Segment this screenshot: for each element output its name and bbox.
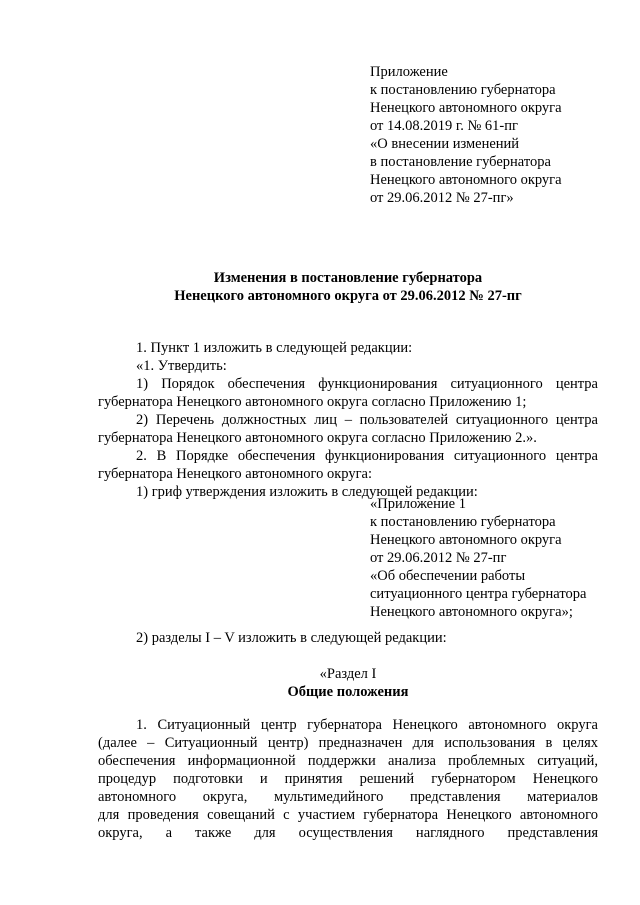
inner-appendix-line: Ненецкого автономного округа	[370, 532, 562, 548]
section-heading: «Раздел I	[319, 666, 377, 682]
inner-appendix-line: от 29.06.2012 № 27-пг	[370, 550, 507, 566]
appendix-header-line: Ненецкого автономного округа	[370, 100, 562, 116]
body-line: губернатора Ненецкого автономного округа:	[98, 466, 372, 482]
body-line: губернатора Ненецкого автономного округа согласно Приложению 1;	[98, 394, 527, 410]
paragraph-line: процедур подготовки и принятия решений губернатором Ненецкого	[98, 771, 598, 787]
body-line: 2) Перечень должностных лиц – пользователей ситуационного центра	[136, 412, 598, 428]
paragraph-line: (далее – Ситуационный центр) предназначен для использования в целях	[98, 735, 598, 751]
appendix-header-line: от 29.06.2012 № 27-пг»	[370, 190, 514, 206]
paragraph-line: 1. Ситуационный центр губернатора Ненецкого автономного округа	[136, 717, 598, 733]
appendix-header-line: «О внесении изменений	[370, 136, 520, 152]
inner-appendix-line: «Приложение 1	[370, 496, 466, 512]
inner-appendix-line: «Об обеспечении работы	[370, 568, 526, 584]
inner-appendix-header	[370, 495, 586, 621]
appendix-header-line: от 14.08.2019 г. № 61-пг	[370, 118, 518, 134]
inner-appendix-line: к постановлению губернатора	[370, 514, 556, 530]
appendix-header-line: Приложение	[370, 64, 448, 80]
body-line: «1. Утвердить:	[136, 358, 227, 374]
sections-line: 2) разделы I – V изложить в следующей редакции:	[136, 630, 447, 646]
section-title: Общие положения	[287, 684, 409, 700]
paragraph-line: обеспечения информационной поддержки анализа проблемных ситуаций,	[98, 753, 598, 769]
appendix-header-line: Ненецкого автономного округа	[370, 172, 562, 188]
document-title	[98, 269, 598, 305]
inner-appendix-line: ситуационного центра губернатора	[370, 586, 587, 602]
appendix-header	[370, 63, 562, 207]
paragraph-line: округа, а также для осуществления наглядного представления	[98, 825, 598, 841]
body-line: 1) Порядок обеспечения функционирования ситуационного центра	[136, 376, 598, 392]
paragraph-line: для проведения совещаний с участием губернатора Ненецкого автономного	[98, 807, 598, 823]
inner-appendix-line: Ненецкого автономного округа»;	[370, 604, 573, 620]
body-line: 2. В Порядке обеспечения функционирования ситуационного центра	[136, 448, 598, 464]
appendix-header-line: в постановление губернатора	[370, 154, 551, 170]
body-line: 1) гриф утверждения изложить в следующей редакции:	[136, 484, 478, 500]
title-line: Изменения в постановление губернатора	[213, 270, 483, 286]
paragraph-line: автономного округа, мультимедийного представления материалов	[98, 789, 598, 805]
appendix-header-line: к постановлению губернатора	[370, 82, 556, 98]
body-line: 1. Пункт 1 изложить в следующей редакции:	[136, 340, 413, 356]
title-line: Ненецкого автономного округа от 29.06.2012 № 27-пг	[174, 288, 522, 304]
body-line: губернатора Ненецкого автономного округа согласно Приложению 2.».	[98, 430, 537, 446]
